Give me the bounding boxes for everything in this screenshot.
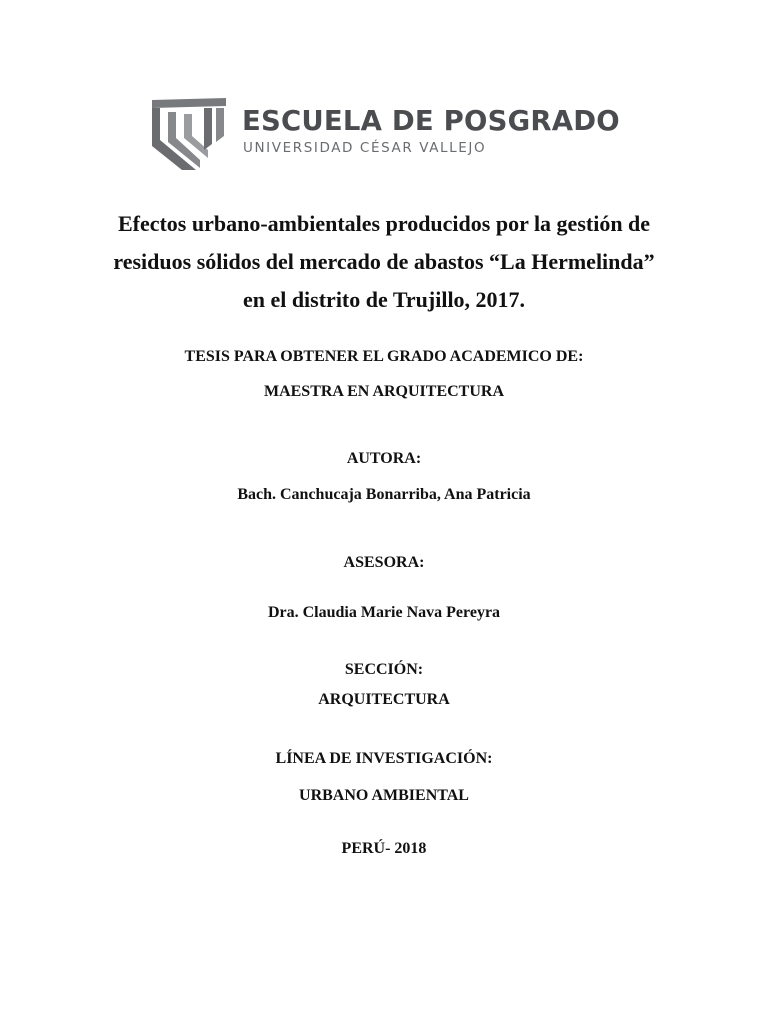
research-line-heading: LÍNEA DE INVESTIGACIÓN: <box>275 750 493 767</box>
advisor-name: Dra. Claudia Marie Nava Pereyra <box>267 604 501 621</box>
university-logo <box>152 98 622 170</box>
degree-heading: TESIS PARA OBTENER EL GRADO ACADEMICO DE: <box>184 348 584 365</box>
degree-value: MAESTRA EN ARQUITECTURA <box>263 383 505 400</box>
advisor-heading: ASESORA: <box>343 554 425 571</box>
place-year: PERÚ- 2018 <box>341 840 427 857</box>
logo-subtitle: UNIVERSIDAD CÉSAR VALLEJO <box>243 140 487 156</box>
section-value: ARQUITECTURA <box>318 691 450 708</box>
ucv-shield-icon <box>152 98 226 170</box>
author-heading: AUTORA: <box>346 450 422 467</box>
thesis-title <box>80 205 688 319</box>
research-line-value: URBANO AMBIENTAL <box>299 787 469 804</box>
author-name: Bach. Canchucaja Bonarriba, Ana Patricia <box>237 486 531 503</box>
thesis-title-line: en el distrito de Trujillo, 2017. <box>242 287 526 312</box>
thesis-title-line: residuos sólidos del mercado de abastos “La Hermelinda” <box>113 249 655 274</box>
thesis-title-line: Efectos urbano-ambientales producidos por la gestión de <box>117 211 651 236</box>
section-heading: SECCIÓN: <box>344 661 424 678</box>
logo-title: ESCUELA DE POSGRADO <box>242 105 620 137</box>
